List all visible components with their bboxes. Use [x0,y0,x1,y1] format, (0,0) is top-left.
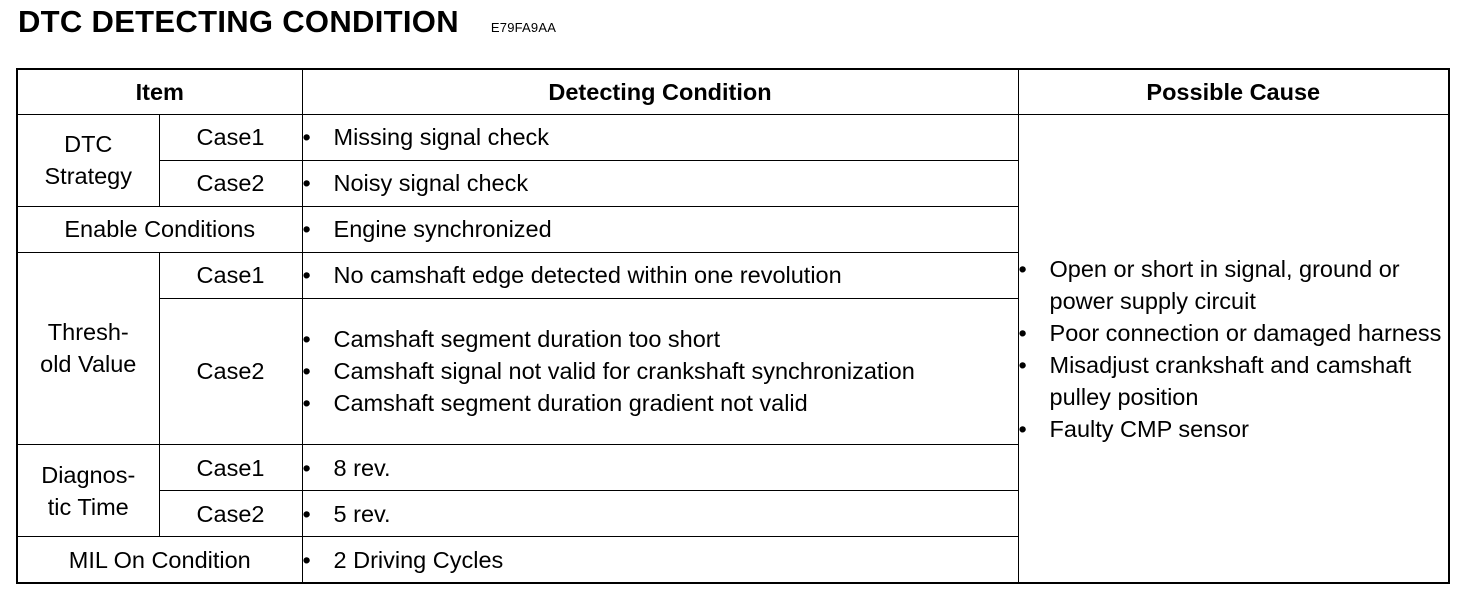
mil-on-condition-label: MIL On Condition [17,537,302,583]
dtc-strategy-label: DTC Strategy [17,115,159,207]
possible-cause-cell [1018,115,1449,584]
threshold-case1-conditions [302,252,1018,298]
cause-item: • Misadjust crankshaft and camshaft pulley position [1019,349,1449,413]
enable-conditions-values [302,206,1018,252]
diagnostic-case2-conditions [302,491,1018,537]
dtc-strategy-case2-label: Case2 [159,160,302,206]
document-code: E79FA9AA [490,20,557,35]
dtc-strategy-case2-conditions [302,160,1018,206]
enable-conditions-label: Enable Conditions [17,206,302,252]
condition-item: • Camshaft signal not valid for crankshaft synchronization [303,355,1018,387]
condition-item: • Engine synchronized [303,213,1018,245]
condition-item: • Noisy signal check [303,167,1018,199]
condition-item: • Camshaft segment duration too short [303,323,1018,355]
threshold-value-label: Thresh- old Value [17,252,159,445]
condition-item: • Camshaft segment duration gradient not valid [303,387,1018,419]
condition-item: • Missing signal check [303,121,1018,153]
mil-on-condition-values [302,537,1018,583]
threshold-case1-label: Case1 [159,252,302,298]
table-header-row [17,69,1449,115]
possible-cause-list [1019,253,1449,445]
dtc-condition-table [16,68,1450,584]
dtc-strategy-case1-label: Case1 [159,115,302,161]
condition-item: • 2 Driving Cycles [303,544,1018,576]
cause-item: • Open or short in signal, ground or power supply circuit [1019,253,1449,317]
diagnostic-case2-label: Case2 [159,491,302,537]
cause-item: • Poor connection or damaged harness [1019,317,1449,349]
diagnostic-time-label: Diagnos- tic Time [17,445,159,537]
dtc-strategy-case1-conditions [302,115,1018,161]
header-possible-cause: Possible Cause [1018,69,1449,115]
condition-item: • 5 rev. [303,498,1018,530]
threshold-case2-label: Case2 [159,298,302,445]
condition-item: • 8 rev. [303,452,1018,484]
header-item: Item [17,69,302,115]
title-row [18,4,556,48]
condition-item: • No camshaft edge detected within one revolution [303,259,1018,291]
threshold-case2-conditions [302,298,1018,445]
table-row-dtc-strategy-case1 [17,115,1449,161]
header-detecting-condition: Detecting Condition [302,69,1018,115]
cause-item: • Faulty CMP sensor [1019,413,1449,445]
diagnostic-case1-label: Case1 [159,445,302,491]
diagnostic-case1-conditions [302,445,1018,491]
page-title: DTC DETECTING CONDITION [18,4,459,39]
